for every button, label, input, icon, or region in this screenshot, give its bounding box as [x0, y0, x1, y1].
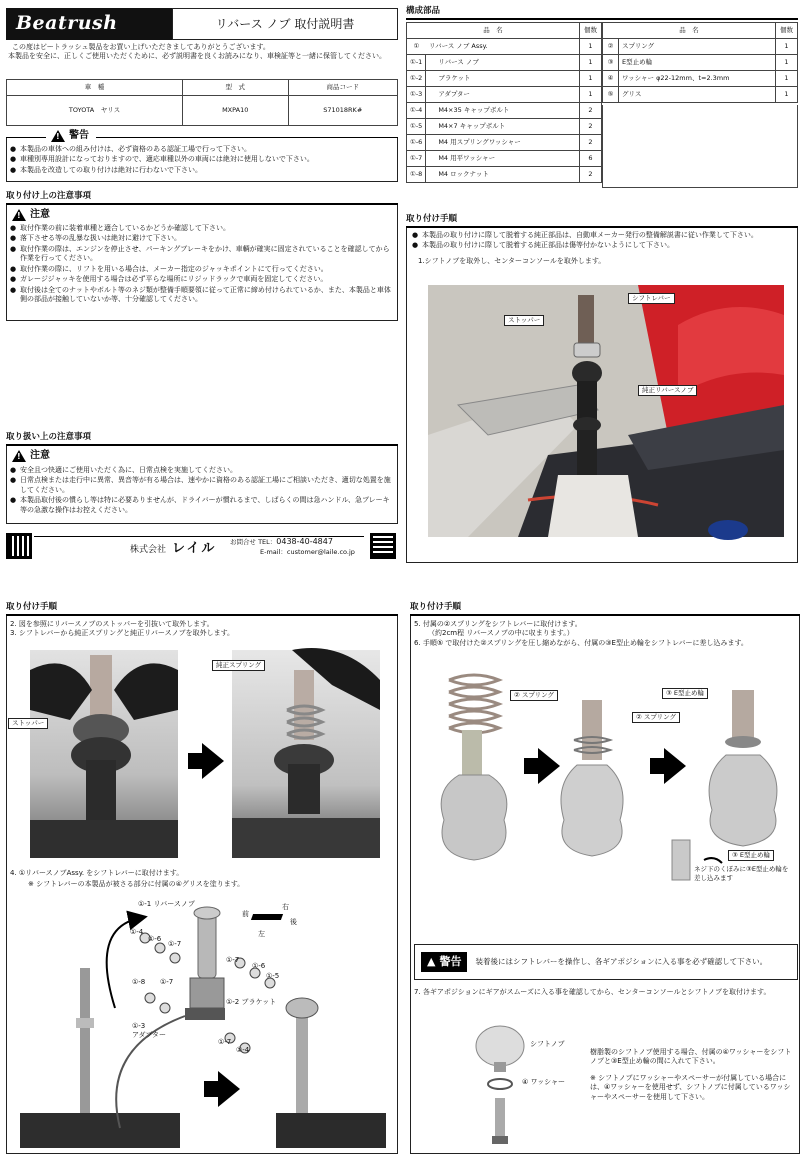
diagram-adapter: アダプター	[132, 1031, 167, 1039]
spring-removal-photo	[216, 650, 380, 858]
knob-label: シフトノブ	[530, 1040, 565, 1048]
proc3-heading: 取り付け手順	[410, 602, 462, 612]
washer-note-1: 樹脂製のシフトノブ使用する場合、付属の④ワッシャーをシフトノブと③E型止め輪の間に入れて下さい。	[590, 1048, 792, 1066]
part-name: スプリング	[619, 39, 776, 55]
handling-notes-list	[10, 466, 394, 516]
oem-spring-label: 純正スプリング	[212, 660, 265, 671]
warning-icon	[51, 130, 65, 142]
proc3-step7: 7. 各ギアポジションにギアがスムーズに入る事を確認してから、センターコンソールとシフトノブを取付けます。	[414, 988, 771, 996]
warning-icon: ▲	[427, 954, 436, 968]
proc2-step: 2. 図を参照にリバースノブのストッパーを引抜いて取外します。	[10, 620, 214, 628]
next-arrow-body	[188, 753, 202, 769]
part-no: ⑤	[603, 87, 619, 103]
install-notes-list	[10, 224, 394, 306]
parts-header-qty: 個数	[776, 23, 798, 39]
part-qty: 2	[580, 135, 602, 151]
washer-note-2: ※ シフトノブにワッシャーやスペーサーが付属している場合には、④ワッシャーを使用せず、シフトノブに付属しているワッシャーやスペーサーを使用して下さい。	[590, 1074, 791, 1101]
parts-header-name: 品 名	[603, 23, 776, 39]
parts-table-right-box	[602, 105, 798, 188]
part-qty: 1	[776, 71, 798, 87]
diagram-p8: ①-8	[132, 978, 146, 986]
stopper-removal-photo	[12, 650, 178, 858]
direction-front: 前	[242, 910, 249, 918]
install-note-item: ● 落下させる等の乱暴な扱いは絶対に避けて下さい。	[10, 234, 394, 243]
handling-notes-title-text: 注意	[30, 450, 50, 461]
groove-note: ネジ下のくぼみに③E型止め輪を差し込みます	[694, 865, 789, 882]
contact-email: E-mail：customer@laile.co.jp	[260, 547, 355, 556]
proc2-step4: 4. ①リバースノブAssy. をシフトレバーに取付けます。	[10, 869, 184, 877]
part-no: ①-6	[407, 135, 426, 151]
direction-right: 右	[282, 903, 289, 911]
shift-lever-label: シフトレバー	[628, 293, 675, 304]
company-name	[130, 540, 216, 558]
part-qty: 2	[580, 103, 602, 119]
warning-title: 警告	[69, 130, 89, 141]
install-note-item: ● ガレージジャッキを使用する場合は必ず平らな場所にリジッドラックで車両を固定してください。	[10, 275, 394, 284]
spring-label-1: ② スプリング	[510, 690, 558, 701]
part-no: ①-3	[407, 87, 426, 103]
eclip-label-2: ③ E型止め輪	[728, 850, 774, 861]
stopper-label-2: ストッパー	[8, 718, 48, 729]
diagram-p6-left: ①-6	[148, 935, 162, 943]
diagram-p4-left: ①-4	[130, 928, 144, 936]
spring-install-svg	[414, 660, 796, 880]
warning-heading	[48, 129, 92, 143]
spring-install-illustration	[414, 660, 796, 880]
next-arrow-body-2	[204, 1081, 218, 1097]
parts-header-qty: 個数	[580, 23, 602, 39]
exploded-illustration	[20, 898, 390, 1148]
handling-note-item: ● 本製品取付後の慣らし等は特に必要ありませんが、ドライバーが慣れるまで、しばらくの間は急ハンドル、急ブレーキ等の急激な操作はお控えください。	[10, 496, 394, 515]
vehicle-code: S71018RK#	[288, 96, 398, 126]
proc1-item: ● 本製品の取り付けに際して脱着する純正部品は、自動車メーカー発行の整備解説書に従い作業して下さい。	[412, 231, 796, 240]
warning-item: ● 本製品を改造しての取り付けは絶対に行わないで下さい。	[10, 166, 396, 175]
warning-list	[10, 145, 396, 176]
next-arrow-body-3	[524, 758, 538, 774]
stopper-illustration	[30, 650, 178, 858]
oem-knob-label: 純正リバースノブ	[638, 385, 697, 396]
part-no: ①	[407, 39, 426, 55]
part-qty: 2	[580, 167, 602, 183]
diagram-p6-right: ①-6	[252, 962, 266, 970]
install-note-item: ● 取付後は全てのナットやボルト等のネジ類が整備手順要領に従って正常に締め付けられているか、また、本製品と車体側の部品が接触していないか等、十分確認してください。	[10, 286, 394, 305]
part-qty: 1	[776, 55, 798, 71]
vehicle-header-type: 型 式	[182, 80, 288, 96]
part-qty: 1	[580, 71, 602, 87]
company-brand: レイル	[172, 541, 217, 556]
final-warning	[414, 944, 798, 980]
part-name: M4 ロックナット	[426, 167, 580, 183]
spring-label-2: ② スプリング	[632, 712, 680, 723]
diagram-bracket: ①-2 ブラケット	[226, 998, 277, 1006]
proc3-steps	[414, 620, 798, 648]
doc-title-text: リバース ノブ 取付説明書	[215, 16, 355, 31]
brand-logo	[6, 8, 172, 40]
next-arrow-icon-2	[218, 1071, 240, 1107]
part-no: ①-2	[407, 71, 426, 87]
intro-text	[8, 43, 396, 62]
part-name: E型止め輪	[619, 55, 776, 71]
vehicle-header-code: 商品コード	[288, 80, 398, 96]
install-notes-title	[12, 208, 50, 222]
caution-icon	[12, 450, 26, 462]
warning-line-left	[6, 137, 46, 138]
direction-left: 左	[258, 930, 265, 938]
part-name: リバース ノブ	[426, 55, 580, 71]
parts-heading: 構成部品	[406, 6, 441, 16]
diagram-adapter-no: ①-3	[132, 1022, 146, 1030]
diagram-p7-mid: ①-7	[160, 978, 174, 986]
doc-title	[172, 8, 398, 40]
diagram-p7-bottom: ①-7	[218, 1038, 232, 1046]
part-name: ワッシャー φ22-12mm、t=2.3mm	[619, 71, 776, 87]
next-arrow-icon	[202, 743, 224, 779]
handling-notes-heading: 取り扱い上の注意事項	[6, 432, 92, 442]
next-arrow-body-4	[650, 758, 664, 774]
contact-label: お問合せ TEL：	[230, 538, 277, 546]
part-name: リバース ノブ Assy.	[426, 39, 580, 55]
part-no: ①-7	[407, 151, 426, 167]
diagram-p4-bottom: ①-4	[236, 1046, 250, 1054]
vehicle-model: TOYOTA ヤリス	[7, 96, 183, 126]
part-qty: 1	[580, 87, 602, 103]
direction-cross-icon	[251, 914, 283, 920]
proc2-step4-note: ※ シフトレバーの本製品が被さる部分に付属の④グリスを塗ります。	[28, 880, 245, 888]
part-no: ②	[603, 39, 619, 55]
warning-item: ● 本製品の車体への組み付けは、必ず資格のある認証工場で行って下さい。	[10, 145, 396, 154]
diagram-p7-right: ①-7	[226, 956, 240, 964]
install-note-item: ● 取付作業の際に、リフトを用いる場合は、メーカー指定のジャッキポイントにて行ってください。	[10, 265, 394, 274]
part-no: ①-8	[407, 167, 426, 183]
part-no: ①-4	[407, 103, 426, 119]
part-no: ①-5	[407, 119, 426, 135]
part-name: M4×35 キャップボルト	[426, 103, 580, 119]
diagram-p7-left: ①-7	[168, 940, 182, 948]
proc2-step: 3. シフトレバーから純正スプリングと純正リバースノブを取外します。	[10, 629, 235, 638]
part-name: M4 用平ワッシャー	[426, 151, 580, 167]
handling-note-item: ● 日常点検または走行中に異常、異音等が有る場合は、速やかに資格のある認証工場にご相談いただき、適切な処置を施してください。	[10, 476, 394, 495]
proc3-step: （約2cm程 リバースノブの中に収まります。）	[428, 629, 574, 638]
qr-code-left	[6, 533, 32, 559]
parts-header-name: 品 名	[407, 23, 580, 39]
proc2-steps	[10, 620, 394, 639]
proc3-step: 5. 付属の②スプリングをシフトレバーに取付けます。	[414, 620, 582, 628]
proc1-list	[412, 231, 796, 252]
parts-rule	[406, 18, 798, 20]
parts-table-right	[602, 22, 798, 103]
part-qty: 1	[580, 39, 602, 55]
part-qty: 1	[776, 39, 798, 55]
part-no: ③	[603, 55, 619, 71]
part-name: M4 用スプリングワッシャー	[426, 135, 580, 151]
company-prefix: 株式会社	[130, 545, 167, 555]
vehicle-table	[6, 79, 398, 126]
console-photo	[428, 285, 784, 537]
part-name: グリス	[619, 87, 776, 103]
part-qty: 1	[580, 55, 602, 71]
qr-code-right	[370, 533, 396, 559]
part-name: M4×7 キャップボルト	[426, 119, 580, 135]
parts-table-left	[406, 22, 602, 183]
knob-install-illustration	[470, 1018, 570, 1148]
diagram-knob: ①-1 リバースノブ	[138, 900, 195, 908]
part-qty: 2	[580, 119, 602, 135]
console-illustration	[428, 285, 784, 537]
handling-note-item: ● 安全且つ快適にご使用いただく為に、日常点検を実施してください。	[10, 466, 394, 475]
company-contact	[230, 537, 355, 557]
proc1-item: ● 本製品の取り付けに際して脱着する純正部品は傷等付かないようにして下さい。	[412, 241, 796, 250]
install-note-item: ● 取付作業の前に装着車種と適合しているかどうか確認して下さい。	[10, 224, 394, 233]
proc2-heading: 取り付け手順	[6, 602, 58, 612]
final-warning-text: 装着後にはシフトレバーを操作し、各ギアポジションに入る事を必ず確認して下さい。	[475, 956, 768, 966]
part-name: アダプター	[426, 87, 580, 103]
proc1-step1: 1.シフトノブを取外し、センターコンソールを取外します。	[418, 257, 606, 265]
direction-rear: 後	[290, 918, 297, 926]
diagram-p5: ①-5	[266, 972, 280, 980]
handling-notes-title	[12, 449, 50, 463]
install-note-item: ● 取付作業の際は、エンジンを停止させ、パーキングブレーキをかけ、車輌が確実に固定されていることを確認してから作業を行ってください。	[10, 245, 394, 264]
intro-line-1: この度はビートラッシュ製品をお買い上げいただきましてありがとうございます。	[12, 43, 270, 51]
warning-line-right	[96, 137, 398, 138]
part-no: ④	[603, 71, 619, 87]
part-no: ①-1	[407, 55, 426, 71]
stopper-label: ストッパー	[504, 315, 544, 326]
exploded-diagram	[20, 898, 390, 1148]
eclip-label-1: ③ E型止め輪	[662, 688, 708, 699]
next-arrow-icon-3	[538, 748, 560, 784]
contact-tel: 0438-40-4847	[276, 537, 333, 546]
warning-item: ● 車種別専用設計になっておりますので、適応車種以外の車両には絶対に使用しないで下さい。	[10, 155, 396, 164]
brand-name: Beatrush	[16, 12, 118, 35]
part-name: ブラケット	[426, 71, 580, 87]
washer-label: ④ ワッシャー	[522, 1078, 566, 1086]
spring-illustration	[232, 650, 380, 858]
final-warning-badge	[421, 952, 467, 973]
proc1-heading: 取り付け手順	[406, 214, 458, 224]
vehicle-header-model: 車 種	[7, 80, 183, 96]
install-notes-title-text: 注意	[30, 209, 50, 220]
part-qty: 1	[776, 87, 798, 103]
vehicle-type: MXPA10	[182, 96, 288, 126]
part-qty: 6	[580, 151, 602, 167]
proc3-step: 6. 手順⑤ で取付けた②スプリングを圧し縮めながら、付属の③E型止め輪をシフトレバーに差し込みます。	[414, 638, 748, 647]
next-arrow-icon-4	[664, 748, 686, 784]
caution-icon	[12, 209, 26, 221]
intro-line-2: 本製品を安全に、正しくご使用いただくために、必ず説明書を良くお読みになり、車検証等と一緒に保管してください。	[8, 52, 386, 61]
install-notes-heading: 取り付け上の注意事項	[6, 191, 92, 201]
final-warning-title: 警告	[439, 954, 462, 968]
